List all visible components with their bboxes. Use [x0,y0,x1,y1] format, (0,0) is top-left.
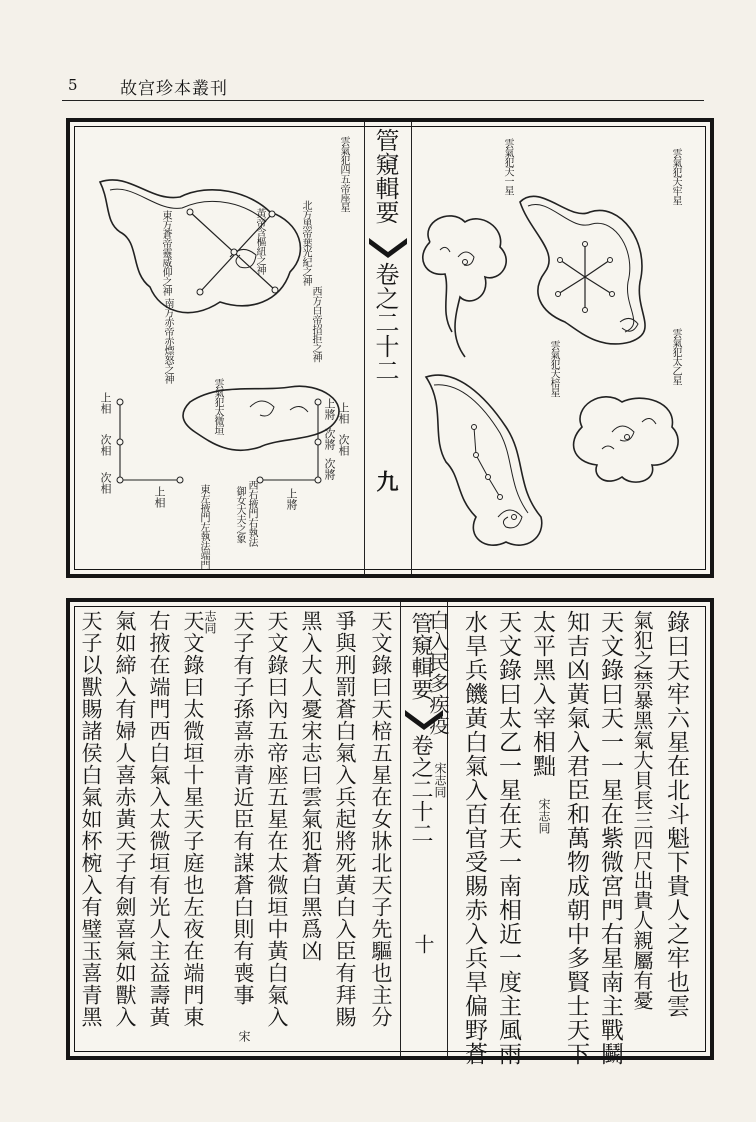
label-tianlao: 雲氣犯天牢星 [670,148,681,205]
label-north-emperor: 北方黑帝葉光紀之神 [300,200,311,286]
label-center-emperor: 黃帝含樞紐之神 [254,208,265,275]
label-left-ci-xiang-2: 次相 [99,472,112,494]
label-left-up-xiang-2: 上相 [153,486,166,508]
text-column: 天文錄曰內五帝座五星在太微垣中黃白氣入 [265,610,289,1028]
text-column: 天文錄曰太微垣十星天子庭也左夜在端門東 [181,610,205,1028]
top-page-spread [66,118,714,578]
text-column: 知吉凶黃氣入君臣和萬物成朝中多賢士天下 [563,610,589,1066]
cloud-diagram-tianlao [510,182,670,352]
label-west-emperor: 西方白帝招拒之神 [310,286,321,362]
text-column: 氣犯之禁暴黑氣大貝長三四尺出貴人親屬有憂 [630,610,654,1010]
text-column: 天子以獸賜諸侯白氣如杯椀入有璧玉喜青黑 [79,610,103,1028]
text-column: 黑入大人憂宋志曰雲氣犯蒼白黑爲凶 [299,610,323,962]
label-ci-jiang-2: 次將 [323,458,336,480]
cloud-diagram-tianyi [410,202,520,362]
text-column: 天子有子孫喜赤青近臣有謀蒼白則有喪事 [231,610,255,1006]
label-tianbang: 雲氣犯天棓星 [548,340,559,397]
text-column: 爭與刑罰蒼白氣入兵起將死黃白入臣有拜賜 [333,610,357,1028]
label-ci-jiang: 次將 [323,428,336,450]
label-taiwei: 雲氣犯太微垣 [212,378,223,435]
text-note: 宋志同 [537,798,551,834]
label-wudi: 雲氣犯四五帝座星 [338,136,349,212]
text-column: 天文錄曰天棓五星在女牀北天子先驅也主分 [369,610,393,1028]
text-column: 太平黑入宰相黜 [529,610,555,778]
label-left-up-xiang: 上相 [99,392,112,414]
cloud-diagram-taiwei [100,362,360,502]
center-book-title: 管窺輯要 [371,128,399,224]
label-east-emperor: 東方蒼帝靈威仰之神 [160,210,171,296]
center-book-title-bottom: 管窺輯要 [408,612,433,700]
text-column: 天文錄曰天一一星在紫微宮門右星南主戰鬬 [597,610,623,1066]
bottom-page-spread [66,598,714,1066]
label-west-door: 西右掖門右執法 [246,480,257,547]
running-header [62,74,704,100]
fish-tail-icon [369,238,407,258]
center-fold-strip [364,122,412,574]
label-up-jiang: 上將 [285,488,298,510]
text-column: 白入民多疾疫 [426,610,450,736]
header-rule [62,100,704,101]
center-juan-title-bottom: 卷之二十二 [408,734,433,844]
label-left-ci-xiang: 次相 [99,434,112,456]
center-juan-title: 卷之二十二 [371,262,399,382]
book-series-title: 故宫珍本叢刊 [120,79,228,99]
label-taiyi: 雲氣犯太乙星 [670,328,681,385]
cloud-diagram-taiyi [562,387,692,547]
label-east-door: 東左掖門左執法端門 [198,484,209,570]
text-column: 錄曰天牢六星在北斗魁下貴人之牢也雲 [663,610,689,1018]
label-up-jiang-2: 上將 [323,398,336,420]
page-number: 5 [68,76,78,94]
label-right-up-xiang: 上相 [337,402,350,424]
label-south-emperor: 南方赤帝赤熛怒之神 [162,298,173,384]
label-right-ci-xiang: 次相 [337,434,350,456]
center-leaf-number-bottom: 十 [411,934,435,954]
text-column: 右掖在端門西白氣入太微垣有光人主益壽黃 [147,610,171,1028]
text-column: 水旱兵饑黃白氣入百官受賜赤入兵旱偏野蒼 [461,610,487,1066]
center-leaf-number: 九 [373,470,399,492]
text-note: 志同 [203,610,217,634]
label-east-note: 御女大夫之象 [234,486,245,543]
label-tianyi: 雲氣犯天一星 [502,138,513,195]
cloud-diagram-tianbang [416,367,556,557]
cloud-diagram-wudi [90,162,330,342]
text-column: 氣如締入有婦人喜赤黃天子有劍喜氣如獸入 [113,610,137,1028]
text-note: 宋 [237,1030,251,1042]
text-note: 宋志同 [433,762,447,798]
text-column: 天文錄曰太乙一星在天一南相近一度主風雨 [495,610,521,1066]
